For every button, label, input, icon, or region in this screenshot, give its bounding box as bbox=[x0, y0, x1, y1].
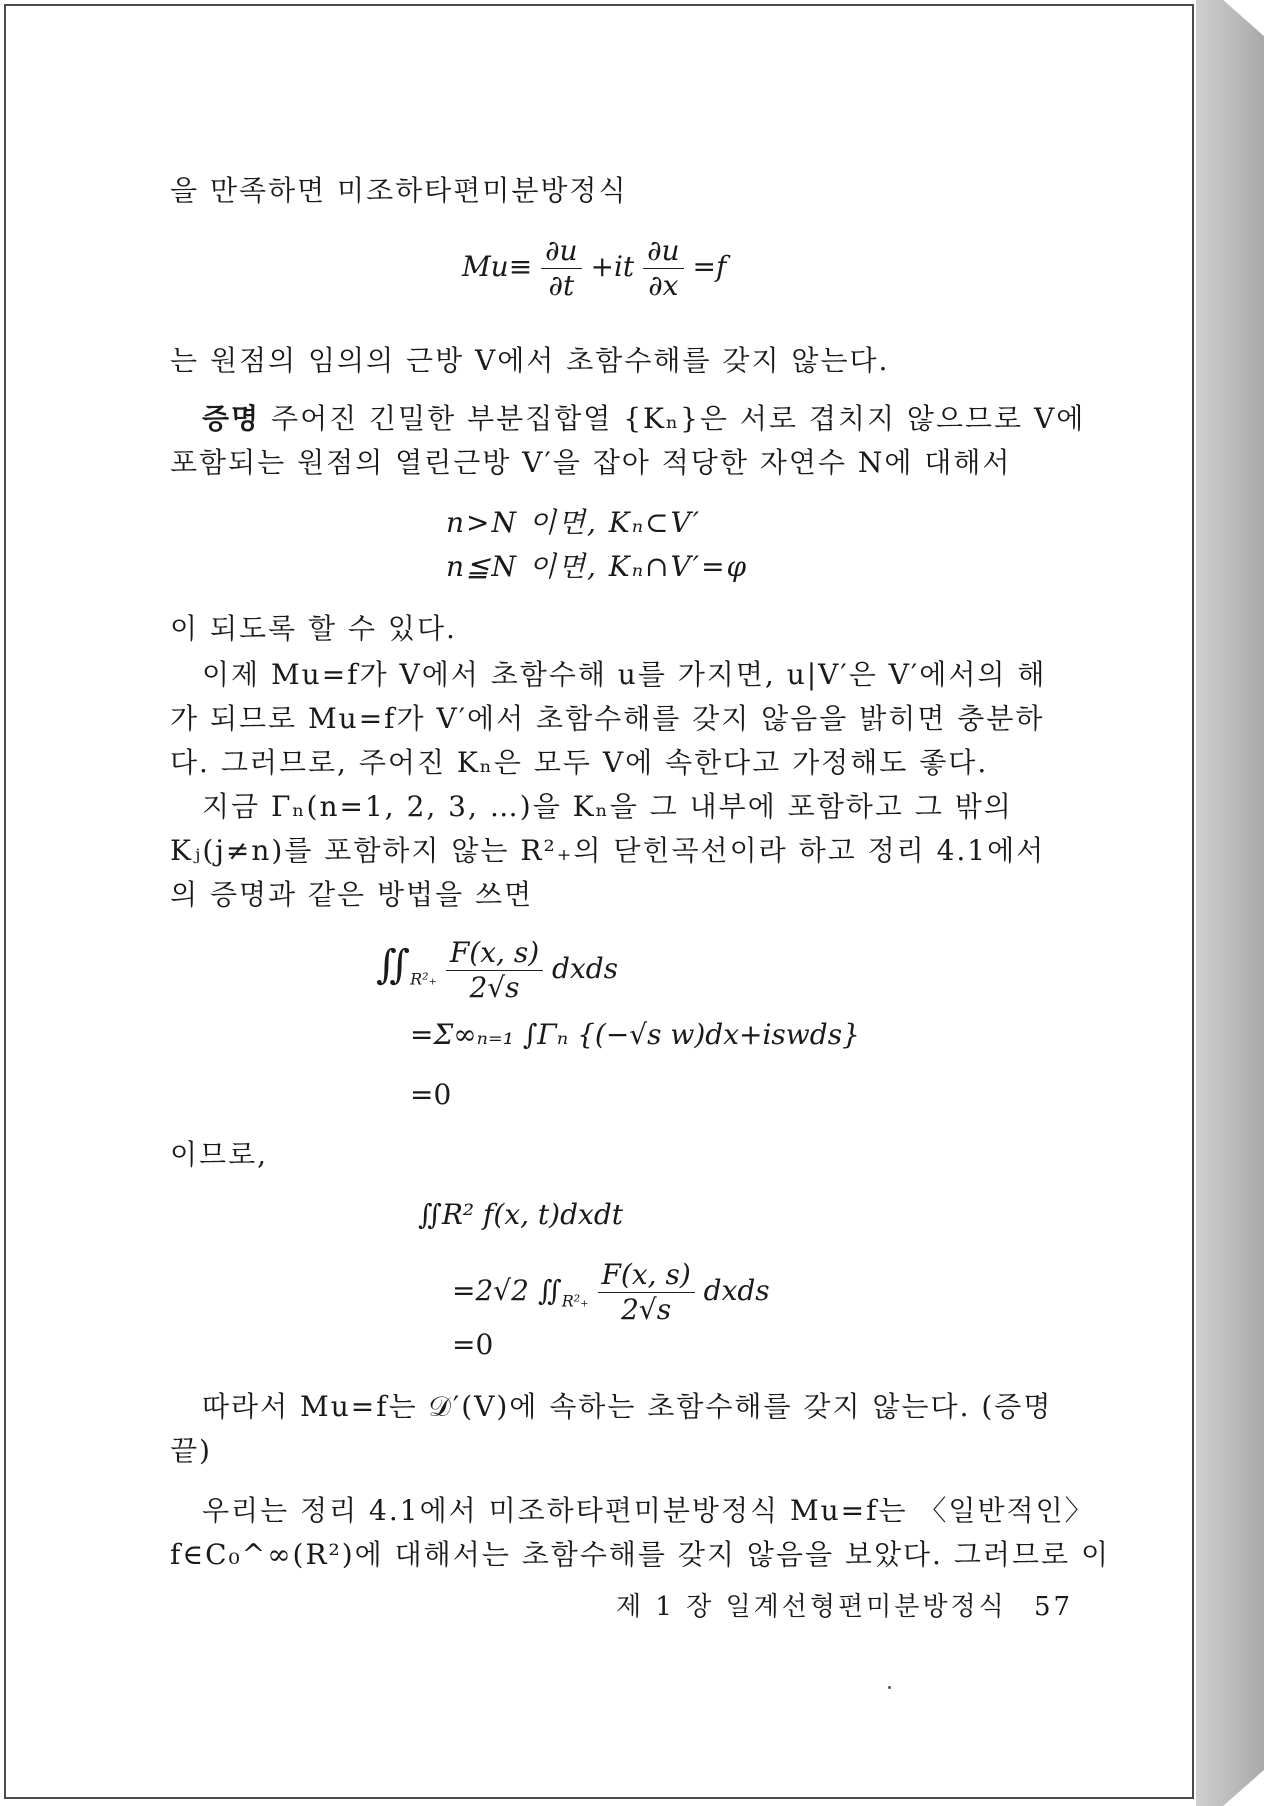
integral-2-domain: R²₊ bbox=[561, 1291, 589, 1311]
integral-2-num: F(x, s) bbox=[598, 1258, 695, 1293]
eq-frac-dx-den: ∂x bbox=[648, 269, 679, 302]
running-footer bbox=[616, 1592, 1073, 1622]
text-line-18: f∈C₀^∞(R²)에 대해서는 초함수해를 갖지 않음을 보았다. 그러므로 이 bbox=[170, 1538, 1110, 1571]
text-line-1: 을 만족하면 미조하타편미분방정식 bbox=[170, 174, 628, 207]
integral-block-1-line-1 bbox=[376, 936, 618, 1005]
text-line-10: 다. 그러므로, 주어진 Kₙ은 모두 V에 속한다고 가정해도 좋다. bbox=[170, 746, 989, 779]
integral-block-1-line-3: =0 bbox=[410, 1078, 452, 1111]
proof-text: 주어진 긴밀한 부분집합열 {Kₙ}은 서로 겹치지 않으므로 V에 bbox=[271, 402, 1086, 435]
text-line-7: 이 되도록 할 수 있다. bbox=[170, 612, 457, 645]
integral-symbol: ∬ bbox=[376, 942, 411, 988]
integral-1-diff: dxds bbox=[552, 952, 619, 985]
text-line-9: 가 되므로 Mu=f가 V′에서 초함수해를 갖지 않음을 밝히면 충분하 bbox=[170, 702, 1045, 735]
integral-2-prefix: =2√2 ∬ bbox=[452, 1274, 562, 1307]
integral-1-fraction bbox=[446, 936, 543, 1005]
proof-heading: 증명 bbox=[202, 402, 261, 435]
eq-frac-dt-num: ∂u bbox=[541, 234, 582, 269]
page-edge-shadow bbox=[1196, 0, 1264, 1806]
text-line-4: 포함되는 원점의 열린근방 V′을 잡아 적당한 자연수 N에 대해서 bbox=[170, 446, 1012, 479]
speck-mark bbox=[888, 1686, 891, 1689]
page-number: 57 bbox=[1034, 1592, 1074, 1622]
footer-chapter: 제 1 장 일계선형편미분방정식 bbox=[616, 1592, 1007, 1622]
integral-2-den: 2√s bbox=[621, 1293, 672, 1326]
integral-2-diff: dxds bbox=[703, 1274, 770, 1307]
equation-mizohata bbox=[462, 234, 726, 303]
text-line-11: 지금 Γₙ(n=1, 2, 3, …)을 Kₙ을 그 내부에 포함하고 그 밖의 bbox=[202, 790, 1013, 823]
condition-line-1: n>N 이면, Kₙ⊂V′ bbox=[446, 506, 702, 539]
condition-line-2: n≦N 이면, Kₙ∩V′=φ bbox=[446, 550, 749, 583]
eq-frac-dt-den: ∂t bbox=[548, 269, 575, 302]
integral-block-2-line-1: ∬R² f(x, t)dxdt bbox=[418, 1198, 623, 1231]
text-line-15: 따라서 Mu=f는 𝒟′(V)에 속하는 초함수해를 갖지 않는다. (증명 bbox=[202, 1390, 1053, 1423]
eq-mu-mid: +it bbox=[590, 250, 635, 283]
eq-frac-dx bbox=[643, 234, 684, 303]
integral-1-num: F(x, s) bbox=[446, 936, 543, 971]
text-line-12: Kⱼ(j≠n)를 포함하지 않는 R²₊의 닫힌곡선이라 하고 정리 4.1에서 bbox=[170, 834, 1046, 867]
eq-frac-dt bbox=[541, 234, 582, 303]
integral-block-2-line-3: =0 bbox=[452, 1328, 494, 1361]
text-line-17: 우리는 정리 4.1에서 미조하타편미분방정식 Mu=f는 〈일반적인〉 bbox=[202, 1494, 1095, 1527]
text-line-8: 이제 Mu=f가 V에서 초함수해 u를 가지면, u|V′은 V′에서의 해 bbox=[202, 658, 1047, 691]
book-page bbox=[4, 4, 1194, 1799]
proof-line bbox=[202, 402, 1085, 436]
text-line-13: 의 증명과 같은 방법을 쓰면 bbox=[170, 878, 534, 911]
eq-mu-lhs: Mu≡ bbox=[462, 250, 533, 283]
eq-frac-dx-num: ∂u bbox=[643, 234, 684, 269]
text-line-2: 는 원점의 임의의 근방 V에서 초함수해를 갖지 않는다. bbox=[170, 344, 890, 377]
integral-block-1-line-2: =Σ∞ₙ₌₁ ∫Γₙ {(−√s w)dx+iswds} bbox=[410, 1018, 860, 1051]
integral-block-2-line-2 bbox=[452, 1258, 770, 1327]
integral-2-fraction bbox=[598, 1258, 695, 1327]
integral-domain: R²₊ bbox=[410, 969, 437, 989]
integral-1-den: 2√s bbox=[469, 971, 520, 1004]
text-line-14: 이므로, bbox=[170, 1138, 269, 1171]
eq-mu-rhs: =f bbox=[692, 250, 727, 283]
text-line-16: 끝) bbox=[170, 1434, 212, 1467]
